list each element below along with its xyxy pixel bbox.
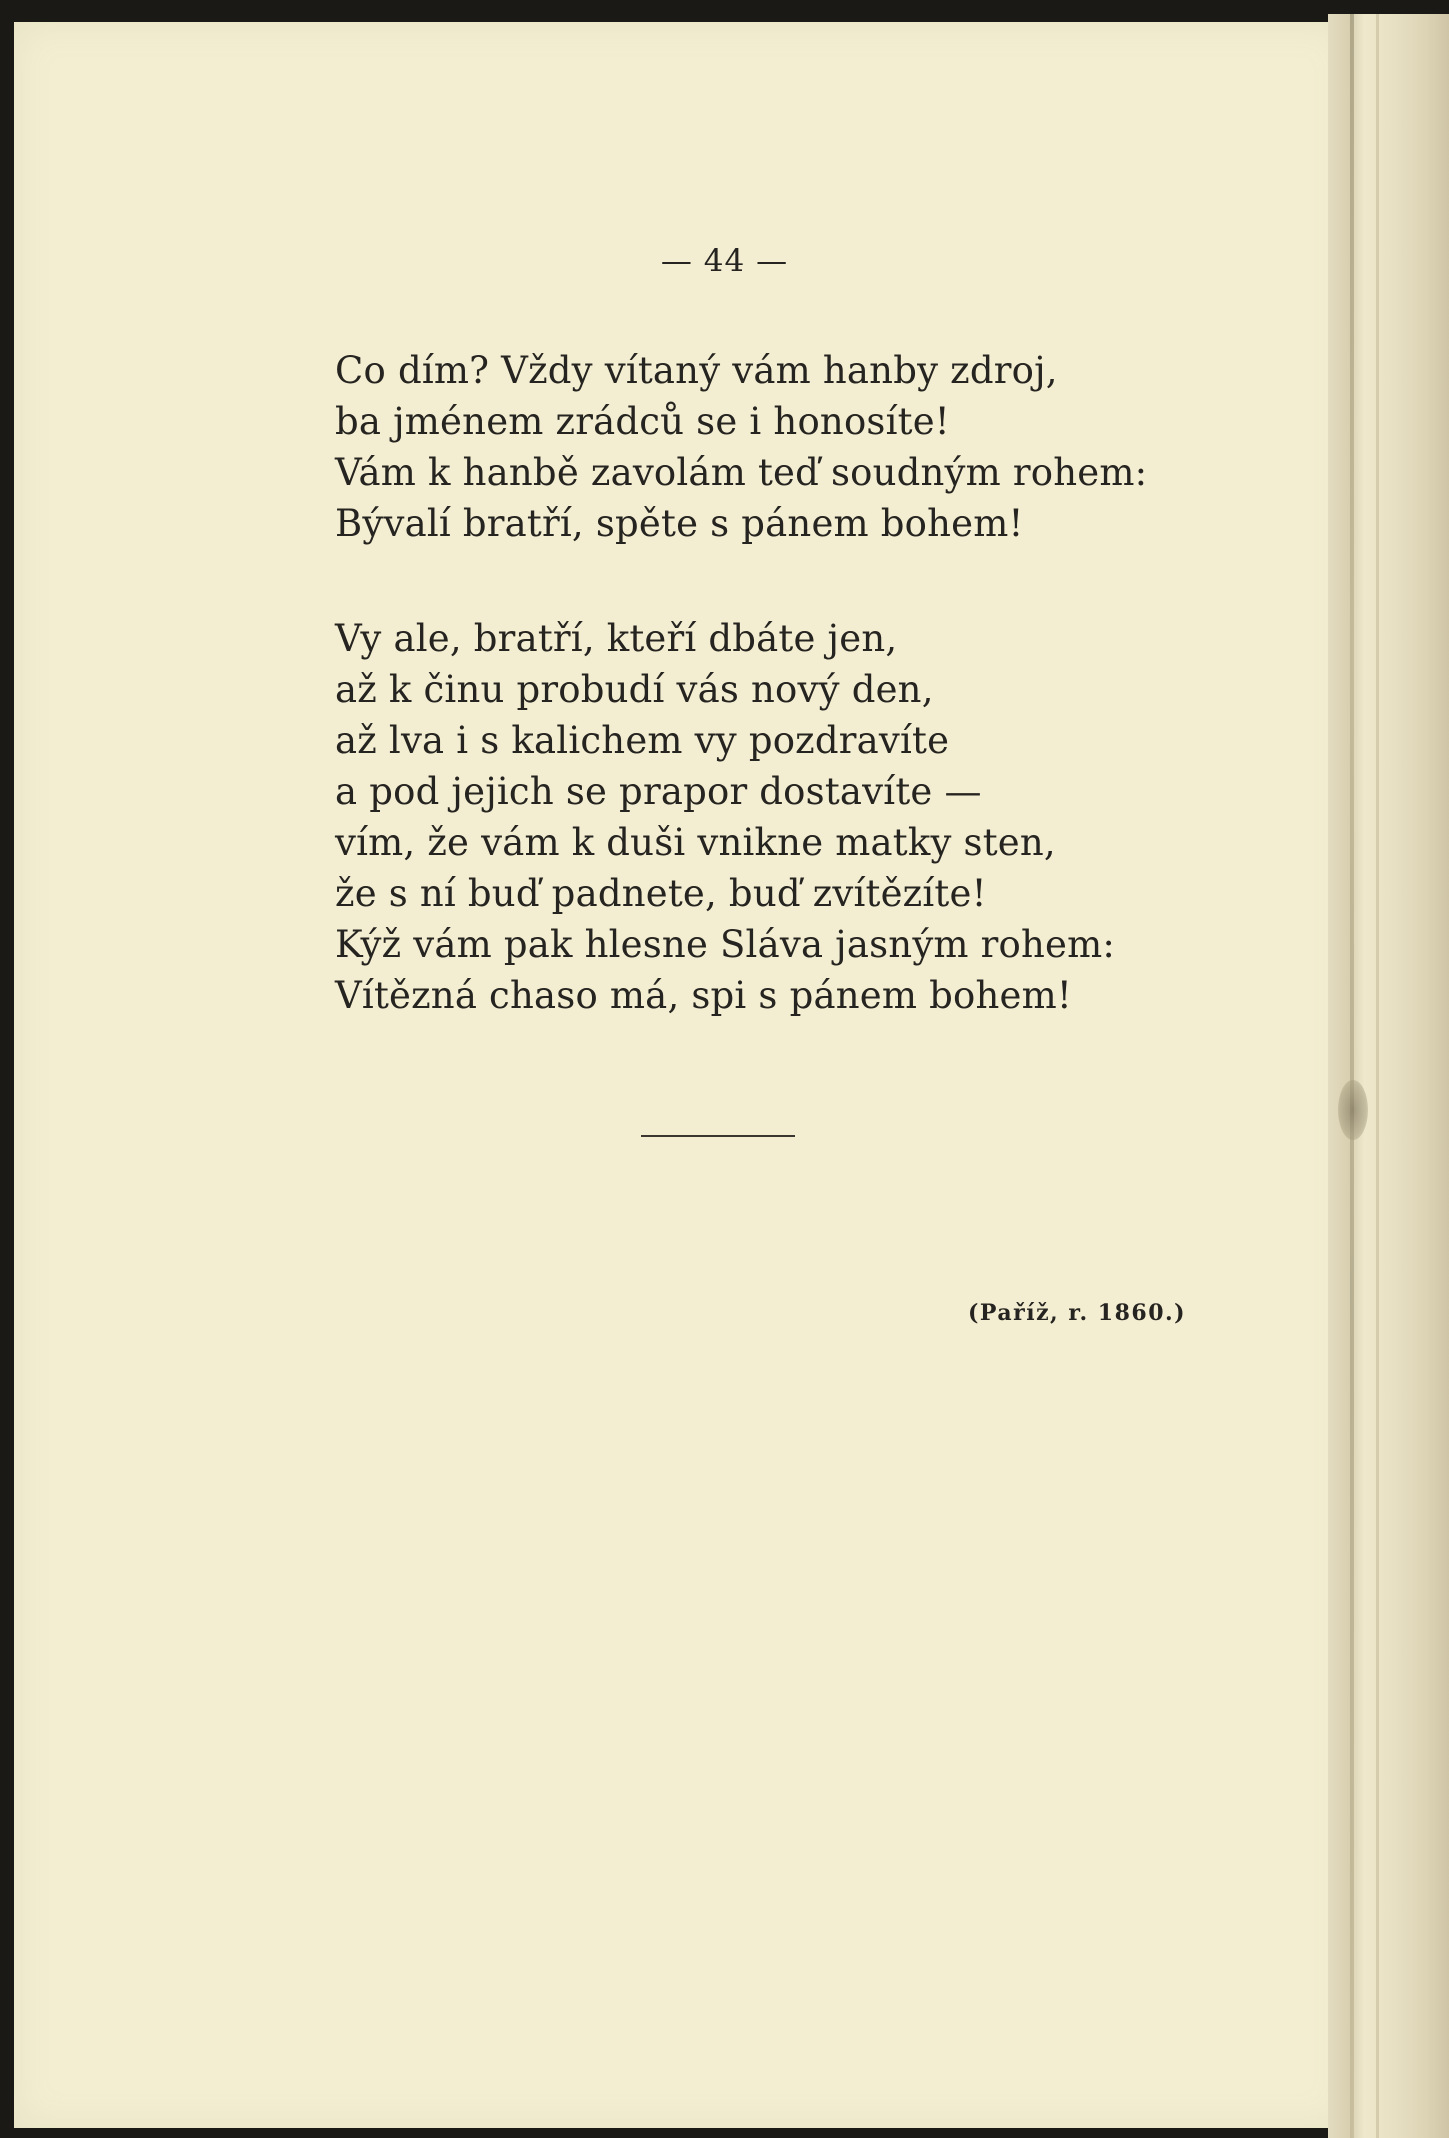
section-divider [641,1135,795,1137]
verse-line: a pod jejich se prapor dostavíte — [335,770,982,813]
stanza-1 [335,345,1147,549]
gutter-shadow [1350,14,1354,2138]
verse-line: Kýž vám pak hlesne Sláva jasným rohem: [335,923,1116,966]
verse-line: Vám k hanbě zavolám teď soudným rohem: [335,451,1148,494]
verse-line: Vy ale, bratří, kteří dbáte jen, [335,617,898,660]
stanza-2 [335,613,1115,1021]
page-number: — 44 — [660,243,789,279]
verse-line: až lva i s kalichem vy pozdravíte [335,719,950,762]
verse-line: ba jménem zrádců se i honosíte! [335,400,950,443]
verse-line: Bývalí bratří, spěte s pánem bohem! [335,502,1024,545]
verse-line: až k činu probudí vás nový den, [335,668,934,711]
verse-line: Vítězná chaso má, spi s pánem bohem! [335,974,1072,1017]
place-date-signature: (Paříž, r. 1860.) [968,1300,1187,1326]
verse-line: že s ní buď padnete, buď zvítězíte! [335,872,987,915]
verse-line: Co dím? Vždy vítaný vám hanby zdroj, [335,349,1058,392]
book-page [14,22,1349,2128]
page-edge [1376,14,1379,2138]
book-gutter [1328,14,1449,2138]
binding-mark [1338,1080,1368,1140]
verse-line: vím, že vám k duši vnikne matky sten, [335,821,1056,864]
